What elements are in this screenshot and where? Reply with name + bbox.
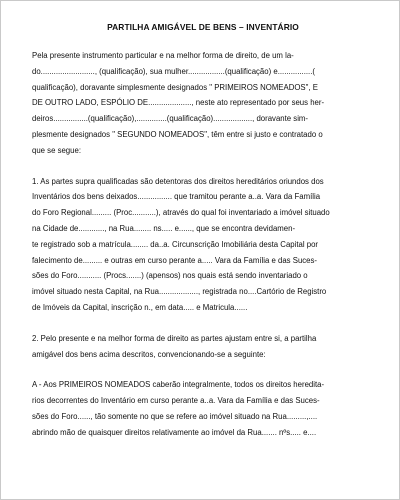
paragraph-gap — [32, 316, 374, 331]
text-line: na Cidade de............, na Rua........ ns..... e......, que se encontra devidamen- — [32, 223, 296, 233]
paragraph-gap — [32, 362, 374, 377]
document-page — [32, 22, 374, 441]
paragraph-3 — [32, 331, 374, 363]
text-line: do Foro Regional......... (Proc...........), através do qual foi inventariado a imóvel situado — [32, 208, 330, 218]
text-line: qualificação), doravante simplesmente designados " PRIMEIROS NOMEADOS", E — [32, 82, 318, 92]
text-line: deiros................(qualificação),..............(qualificação).................., doravante sim- — [32, 114, 309, 124]
text-line: falecimento de......... e outras em curso perante a..... Vara da Família e das Suces- — [32, 255, 318, 265]
text-line: abrindo mão de quaisquer direitos relativamente ao imóvel da Rua....... nºs..... e.... — [32, 427, 317, 437]
text-line: que se segue: — [32, 145, 81, 155]
text-line: plesmente designados " SEGUNDO NOMEADOS", têm entre si justo e contratado o — [32, 129, 323, 139]
text-line: sões do Foro......, tão somente no que se refere ao imóvel situado na Rua.........,.... — [32, 411, 318, 421]
text-line: amigável dos bens acima descritos, convencionando-se a seguinte: — [32, 349, 266, 359]
text-line: 2. Pelo presente e na melhor forma de direito as partes ajustam entre si, a partilha — [32, 333, 317, 343]
text-line: de Imóveis da Capital, inscrição n., em data..... e Matricula...... — [32, 302, 248, 312]
paragraph-1 — [32, 48, 374, 159]
text-line: A - Aos PRIMEIROS NOMEADOS caberão integralmente, todos os direitos heredita- — [32, 380, 325, 390]
text-line: 1. As partes supra qualificadas são detentoras dos direitos hereditários oriundos dos — [32, 176, 324, 186]
paragraph-4 — [32, 377, 374, 440]
text-line: imóvel situado nesta Capital, na Rua.................., registrada no....Cartório de Registro — [32, 287, 327, 297]
paragraph-2 — [32, 174, 374, 316]
document-title: PARTILHA AMIGÁVEL DE BENS – INVENTÁRIO — [107, 22, 299, 32]
text-line: DE OUTRO LADO, ESPÓLIO DE...................., neste ato representado por seus her- — [32, 98, 325, 108]
document-body — [32, 48, 374, 441]
text-line: te registrado sob a matrícula........ da..a. Circunscrição Imobiliária desta Capital por — [32, 239, 319, 249]
text-line: sões do Foro........... (Procs.......) (apensos) nos quais está sendo inventariado o — [32, 271, 308, 281]
paragraph-gap — [32, 159, 374, 174]
text-line: Pela presente instrumento particular e na melhor forma de direito, de um la- — [32, 51, 294, 60]
text-line: do........................., (qualificação), sua mulher.................(qualificação) e................( — [32, 66, 315, 76]
text-line: rios decorrentes do Inventário em curso perante a..a. Vara da Família e das Suces- — [32, 396, 320, 406]
text-line: Inventários dos bens deixados................ que tramitou perante a..a. Vara da Família — [32, 192, 321, 202]
